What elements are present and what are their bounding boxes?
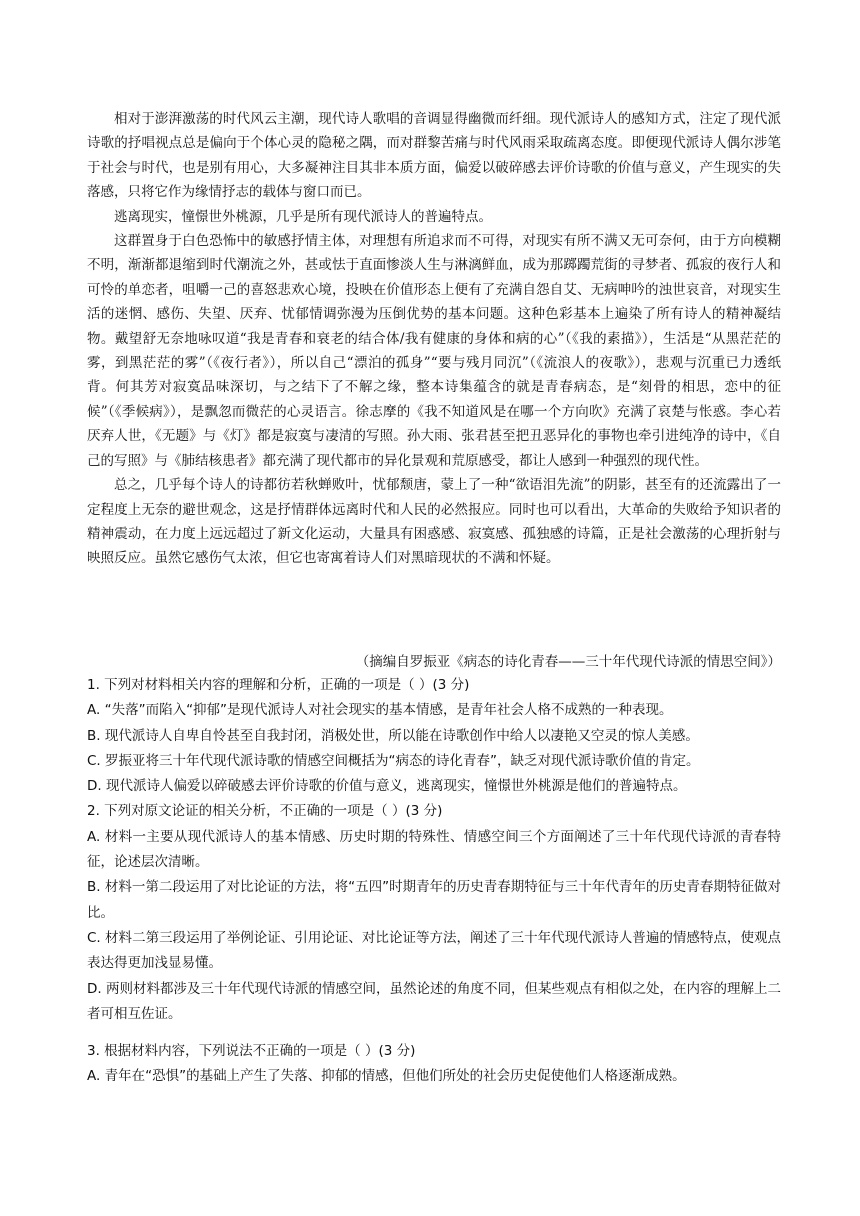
passage-source: （摘编自罗振亚《病态的诗化青春——三十年代现代诗派的情思空间》） xyxy=(355,654,781,670)
passage-paragraph-3: 这群置身于白色恐怖中的敏感抒情主体，对理想有所追求而不可得，对现实有所不满又无可奈何，由于方向模糊不明，渐渐都退缩到时代潮流之外，甚或怯于直面惨淡人生与淋漓鲜血，成为那踯躅荒街的寻梦者、孤寂的夜行人和可怜的单恋者，咀嚼一己的喜怒悲欢心境，投映在价值形态上便有了充满自怨自艾、无病呻吟的浊世哀音，对现实生活的迷惘、感伤、失望、厌弃、忧郁情调弥漫为压倒优势的基本问题。这种色彩基本上遍染了所有诗人的精神凝结物。戴望舒无奈地咏叹道“我是青春和衰老的结合体/我有健康的身体和病的心”（《我的素描》），生活是“从黑茫茫的雾，到黑茫茫的雾”（《夜行者》），所以自己“漂泊的孤身”“要与残月同沉”（《流浪人的夜歌》），悲观与沉重已力透纸背。何其芳对寂寞品味深切，与之结下了不解之缘，整本诗集蕴含的就是青春病态，是“刻骨的相思，恋中的征候”（《季候病》），是飘忽而微茫的心灵语言。徐志摩的《我不知道风是在哪一个方向吹》充满了哀楚与怅惑。李心若厌弃人世，《无题》与《灯》都是寂寞与凄清的写照。孙大雨、张君甚至把丑恶异化的事物也牵引进纯净的诗中，《自己的写照》与《肺结核患者》都充满了现代都市的异化景观和荒原感受，都让人感到一种强烈的现代性。 xyxy=(87,233,781,469)
question-2-option-b: B. 材料一第二段运用了对比论证的方法，将“五四”时期青年的历史青春期特征与三十年代青年的历史青春期特征做对比。 xyxy=(87,879,781,921)
reading-passage xyxy=(87,107,781,571)
question-2-stem: 2. 下列对原文论证的相关分析，不正确的一项是（ ）(3 分) xyxy=(87,803,443,820)
question-1-stem: 1. 下列对材料相关内容的理解和分析，正确的一项是（ ）(3 分) xyxy=(87,677,470,693)
passage-paragraph-2: 逃离现实，憧憬世外桃源，几乎是所有现代派诗人的普遍特点。 xyxy=(114,208,492,225)
question-2-option-a: A. 材料一主要从现代派诗人的基本情感、历史时期的特殊性、情感空间三个方面阐述了三十年代现代诗派的青春特征，论述层次清晰。 xyxy=(87,828,781,871)
question-1-option-b: B. 现代派诗人自卑自怜甚至自我封闭，消极处世，所以能在诗歌创作中给人以凄艳又空灵的惊人美感。 xyxy=(87,727,699,744)
question-1-option-a: A. “失落”而陷入“抑郁”是现代派诗人对社会现实的基本情感，是青年社会人格不成熟的一种表现。 xyxy=(87,702,673,719)
question-3-option-a: A. 青年在“恐惧”的基础上产生了失落、抑郁的情感，但他们所处的社会历史促使他们人格逐渐成熟。 xyxy=(87,1068,686,1085)
question-2-option-c: C. 材料二第三段运用了举例论证、引用论证、对比论证等方法，阐述了三十年代现代派诗人普遍的情感特点，使观点表达得更加浅显易懂。 xyxy=(87,929,781,972)
question-3-block xyxy=(87,1039,781,1090)
question-3-stem: 3. 根据材料内容，下列说法不正确的一项是（ ）(3 分) xyxy=(87,1043,416,1059)
passage-paragraph-1: 相对于澎湃激荡的时代风云主潮，现代诗人歌唱的音调显得幽微而纤细。现代派诗人的感知方式，注定了现代派诗歌的抒唱视点总是偏向于个体心灵的隐秘之隅，而对群黎苦痛与时代风雨采取疏离态度。即便现代派诗人偶尔涉笔于社会与时代，也是别有用心，大多凝神注目其非本质方面，偏爱以破碎感去评价诗歌的价值与意义，产生现实的失落感，只将它作为缘情抒志的载体与窗口而已。 xyxy=(87,111,781,201)
questions-block xyxy=(87,673,781,1027)
question-1-option-d: D. 现代派诗人偏爱以碎破感去评价诗歌的价值与意义，逃离现实，憧憬世外桃源是他们的普遍特点。 xyxy=(87,778,687,795)
question-2-option-d: D. 两则材料都涉及三十年代现代诗派的情感空间，虽然论述的角度不同，但某些观点有相似之处，在内容的理解上二者可相互佐证。 xyxy=(87,980,781,1022)
passage-paragraph-4: 总之，几乎每个诗人的诗都彷若秋蝉败叶，忧郁颓唐，蒙上了一种“欲语泪先流”的阴影，甚至有的还流露出了一定程度上无奈的避世观念，这是抒情群体远离时代和人民的必然报应。同时也可以看出，大革命的失败给予知识者的精神震动，在力度上远远超过了新文化运动，大量具有困惑感、寂寞感、孤独感的诗篇，正是社会激荡的心理折射与映照反应。虽然它感伤气太浓，但它也寄寓着诗人们对黑暗现状的不满和怀疑。 xyxy=(87,477,781,567)
question-1-option-c: C. 罗振亚将三十年代现代派诗歌的情感空间概括为“病态的诗化青春”，缺乏对现代派诗歌价值的肯定。 xyxy=(87,752,700,769)
